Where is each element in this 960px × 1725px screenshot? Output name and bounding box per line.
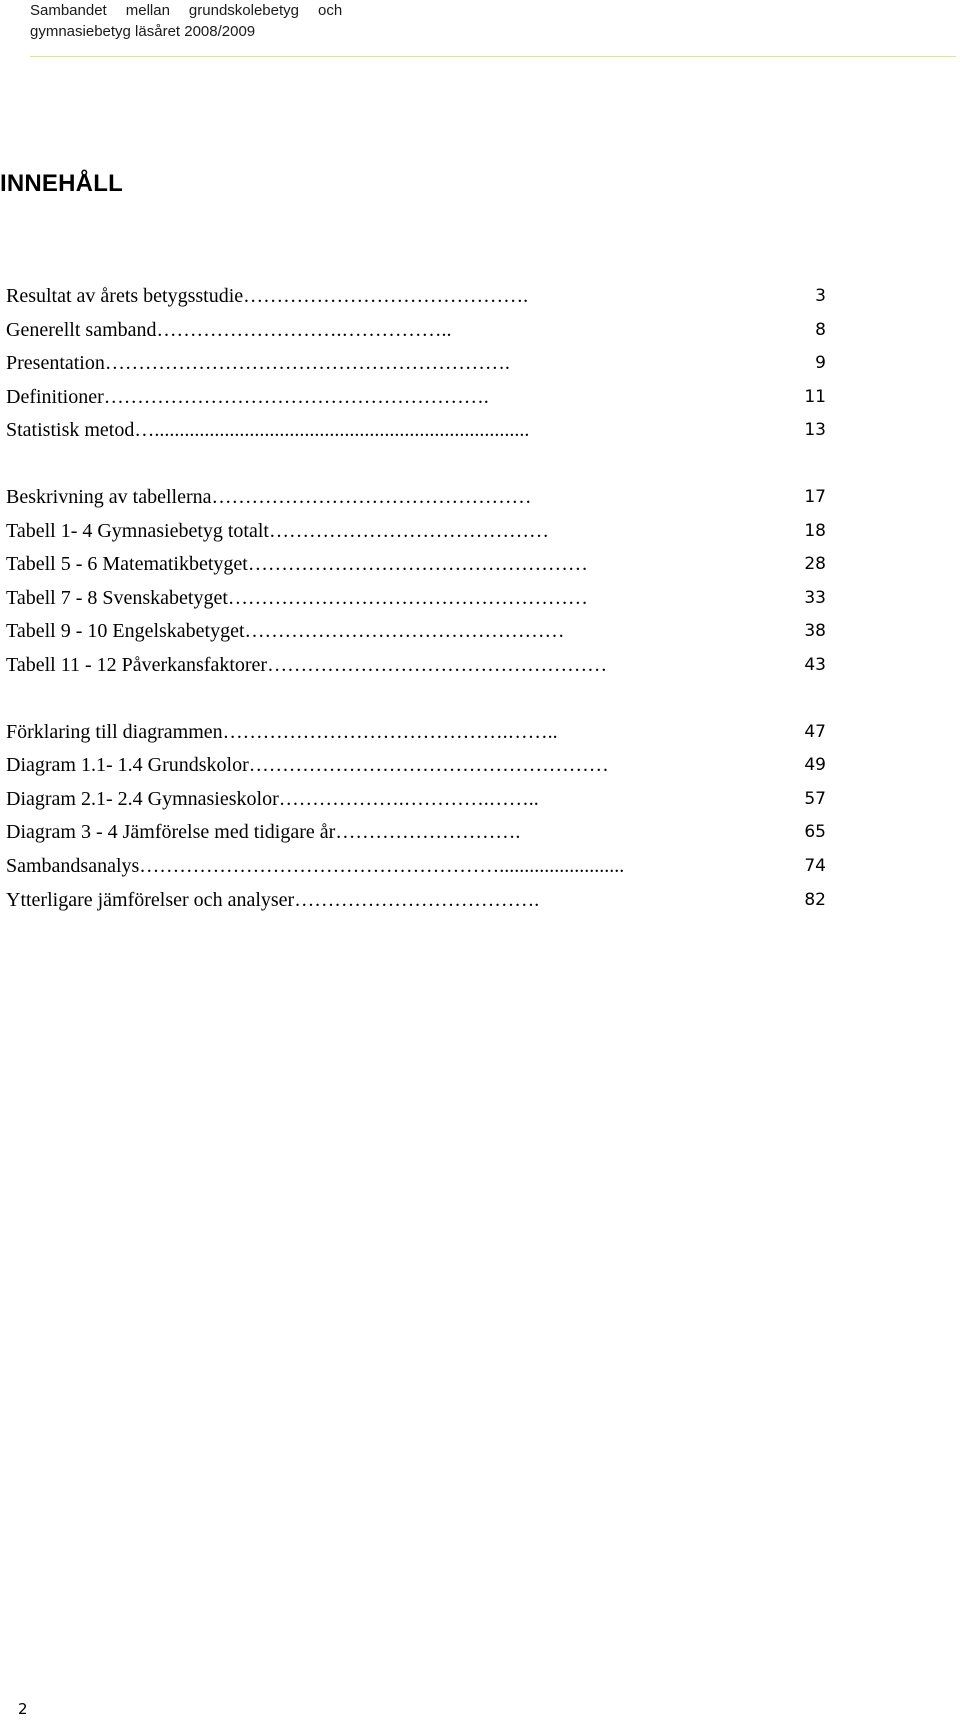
toc-entry-label: Tabell 9 - 10 Engelskabetyget…………………………………………	[6, 620, 565, 643]
toc-entry[interactable]	[6, 783, 826, 817]
toc-entry-page-number	[762, 749, 826, 783]
header-word: Sambandet	[30, 2, 107, 19]
toc-entry-label: Tabell 11 - 12 Påverkansfaktorer……………………………………………	[6, 653, 608, 676]
toc-page-value: 33	[804, 587, 826, 608]
toc-page-value: 82	[804, 889, 826, 910]
toc-entry-label: Tabell 5 - 6 Matematikbetyget……………………………………………	[6, 553, 588, 576]
running-header	[30, 0, 950, 42]
toc-entry[interactable]	[6, 515, 826, 549]
toc-entry[interactable]	[6, 381, 826, 415]
toc-page-value: 38	[804, 621, 826, 642]
toc-page-value: 18	[804, 520, 826, 541]
header-line-2: gymnasiebetyg läsåret 2008/2009	[30, 23, 256, 40]
toc-entry-page-number	[762, 783, 826, 817]
header-word: och	[318, 2, 343, 19]
toc-page-value: 43	[804, 654, 826, 675]
toc-entry[interactable]	[6, 481, 826, 515]
toc-entry-page-number	[762, 649, 826, 683]
toc-page-value: 9	[815, 353, 826, 374]
toc-page-value: 47	[804, 721, 826, 742]
header-word: mellan	[125, 2, 170, 19]
toc-entry-label: Resultat av årets betygsstudie…………………………………….	[6, 285, 529, 307]
toc-entry[interactable]	[6, 850, 826, 884]
toc-page-value: 65	[804, 822, 826, 843]
toc-entry[interactable]	[6, 280, 826, 314]
toc-page-value: 74	[804, 855, 826, 876]
toc-entry-page-number	[762, 884, 826, 918]
toc-entry[interactable]	[6, 414, 826, 448]
toc-entry-page-number	[762, 414, 826, 448]
toc-entry[interactable]	[6, 884, 826, 918]
toc-page-value: 17	[804, 486, 826, 507]
toc-entry[interactable]	[6, 749, 826, 783]
toc-entry[interactable]	[6, 816, 826, 850]
toc-entry[interactable]	[6, 716, 826, 750]
toc-entry-label: Statistisk metod…...........................................................................	[6, 419, 530, 442]
toc-entry-page-number	[762, 548, 826, 582]
toc-page-value: 49	[804, 755, 826, 776]
toc-entry-label: Tabell 7 - 8 Svenskabetyget………………………………………………	[6, 586, 588, 609]
toc-entry-page-number	[762, 515, 826, 549]
toc-page-value: 13	[804, 420, 826, 441]
toc-entry-label: Diagram 2.1- 2.4 Gymnasieskolor……………….………….……..	[6, 787, 539, 810]
toc-entry-label: Generellt samband……………………….……………..	[6, 318, 452, 341]
toc-entry-label: Tabell 1- 4 Gymnasiebetyg totalt……………………………………	[6, 519, 549, 542]
toc-entry[interactable]	[6, 347, 826, 381]
toc-page-value: 3	[815, 286, 826, 306]
table-of-contents	[6, 280, 826, 950]
toc-section	[6, 716, 826, 918]
toc-page-value: 57	[804, 788, 826, 809]
toc-section	[6, 481, 826, 683]
toc-entry-label: Ytterligare jämförelser och analyser……………………………….	[6, 888, 540, 911]
page-number: 2	[18, 1700, 28, 1718]
page-title: INNEHÅLL	[0, 170, 123, 197]
toc-entry[interactable]	[6, 314, 826, 348]
toc-entry-page-number	[762, 615, 826, 649]
toc-entry-page-number	[762, 481, 826, 515]
toc-entry-label: Presentation…………………………………………………….	[6, 352, 510, 375]
toc-entry-page-number	[762, 816, 826, 850]
toc-entry-page-number	[762, 716, 826, 750]
toc-section	[6, 280, 826, 448]
header-word: grundskolebetyg	[188, 2, 299, 19]
toc-entry-label: Diagram 1.1- 1.4 Grundskolor………………………………………………	[6, 754, 609, 777]
toc-entry-label: Sambandsanalys……………………………………………….........................	[6, 854, 625, 877]
toc-entry[interactable]	[6, 649, 826, 683]
header-divider	[30, 56, 956, 57]
toc-entry-label: Beskrivning av tabellerna…………………………………………	[6, 485, 532, 508]
toc-entry-page-number	[762, 850, 826, 884]
toc-entry[interactable]	[6, 548, 826, 582]
toc-page-value: 8	[815, 319, 826, 340]
toc-entry-label: Definitioner………………………………………………….	[6, 385, 489, 408]
toc-entry-label: Förklaring till diagrammen…………………………………….……..	[6, 720, 558, 743]
toc-entry-page-number	[762, 347, 826, 381]
toc-entry-page-number	[762, 280, 826, 314]
toc-entry-page-number	[762, 381, 826, 415]
toc-entry-page-number	[762, 314, 826, 348]
toc-entry[interactable]	[6, 582, 826, 616]
toc-page-value: 28	[804, 554, 826, 575]
toc-page-value: 11	[804, 386, 826, 407]
toc-entry-page-number	[762, 582, 826, 616]
toc-entry[interactable]	[6, 615, 826, 649]
toc-entry-label: Diagram 3 - 4 Jämförelse med tidigare år……………………….	[6, 821, 521, 844]
header-line-1	[30, 0, 950, 21]
